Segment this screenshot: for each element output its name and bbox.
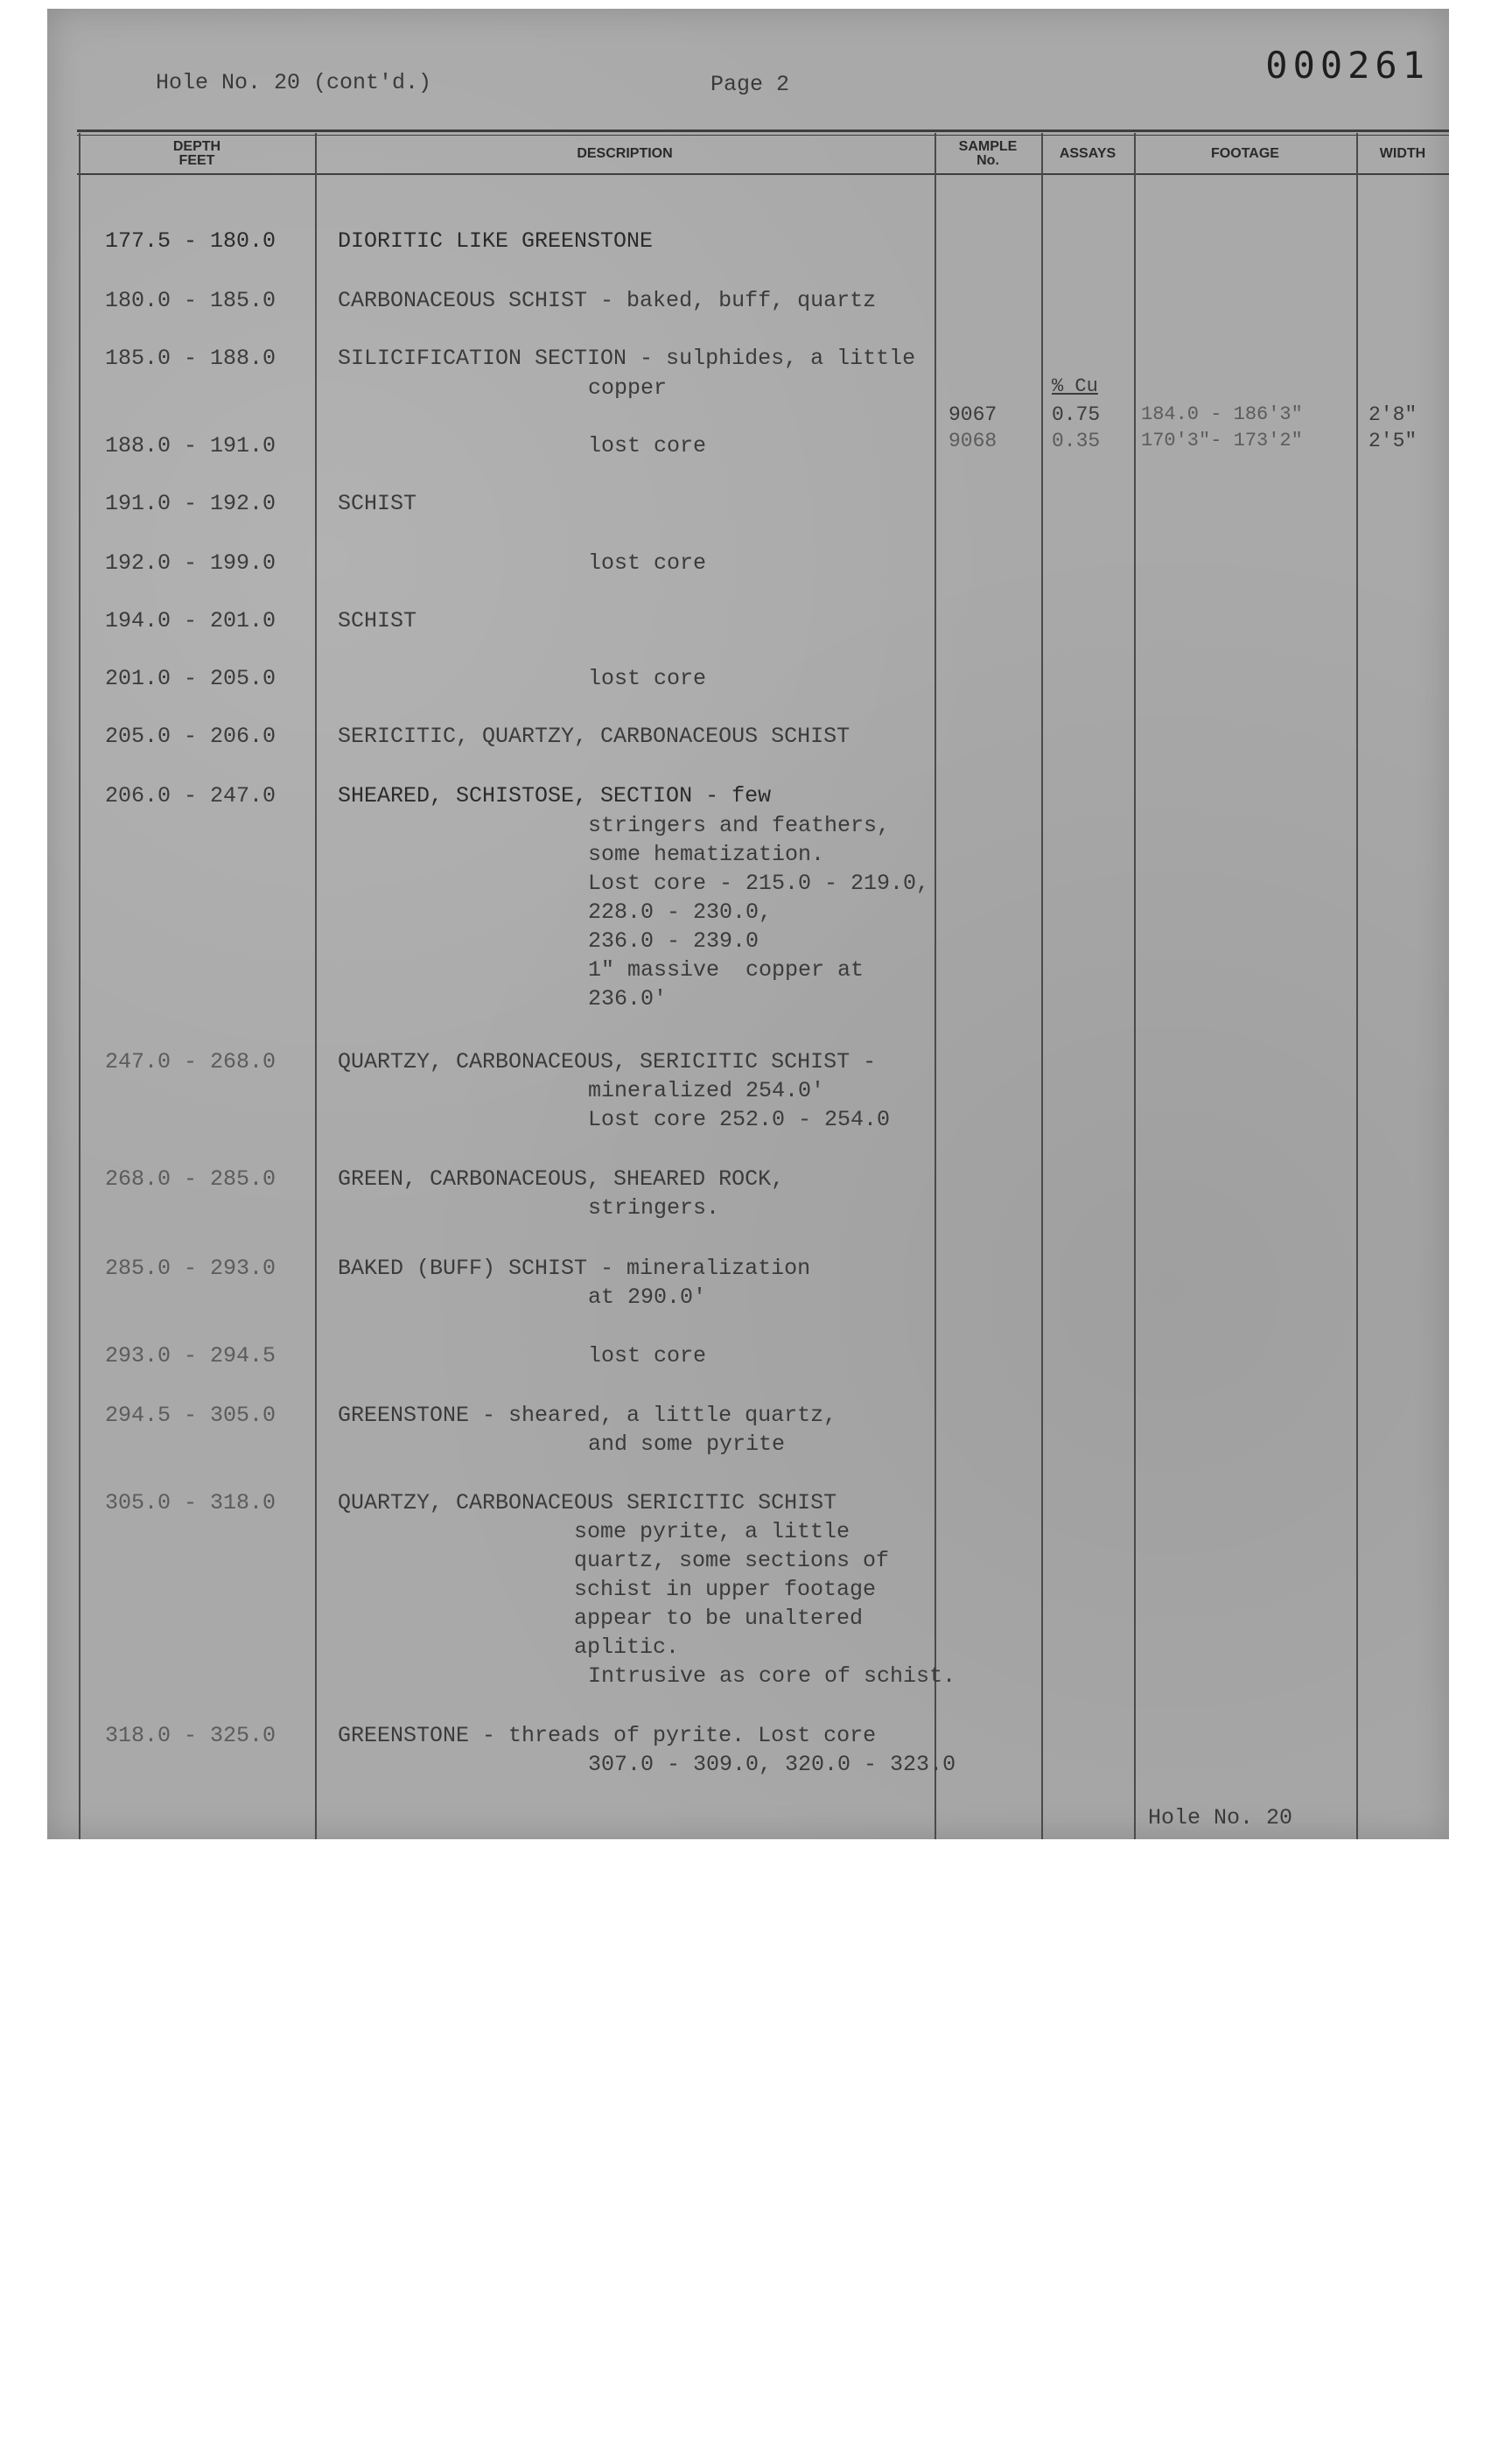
description-continuation: and some pyrite xyxy=(588,1432,786,1457)
column-line xyxy=(315,133,317,1839)
column-line xyxy=(1134,133,1136,1839)
header-rule-top xyxy=(77,130,1449,132)
log-sheet xyxy=(47,9,1449,1839)
description-cell: SILICIFICATION SECTION - sulphides, a little xyxy=(338,346,916,371)
depth-cell: 293.0 - 294.5 xyxy=(105,1343,276,1368)
column-header-footage: FOOTAGE xyxy=(1211,146,1279,161)
column-line xyxy=(79,133,80,1839)
depth-cell: 205.0 - 206.0 xyxy=(105,724,276,749)
column-header-depth: DEPTH FEET xyxy=(172,139,221,168)
footer-hole-label: Hole No. 20 xyxy=(1148,1805,1293,1830)
description-continuation: stringers. xyxy=(588,1195,720,1221)
description-cell: DIORITIC LIKE GREENSTONE xyxy=(338,228,654,254)
description-cell: SCHIST xyxy=(338,491,417,516)
sample-number: 9067 xyxy=(948,403,998,426)
depth-cell: 177.5 - 180.0 xyxy=(105,228,276,254)
column-line xyxy=(1356,133,1358,1839)
description-continuation: Lost core - 215.0 - 219.0, xyxy=(588,871,930,896)
header-rule-top2 xyxy=(77,135,1449,136)
column-line xyxy=(934,133,936,1839)
description-continuation: at 290.0' xyxy=(588,1284,707,1310)
description-cell: GREENSTONE - threads of pyrite. Lost core xyxy=(338,1723,877,1748)
width-value: 2'8" xyxy=(1368,403,1418,426)
description-continuation: 236.0 - 239.0 xyxy=(588,928,760,954)
column-header-description: DESCRIPTION xyxy=(577,146,673,161)
column-header-sample: SAMPLE No. xyxy=(958,139,1018,168)
description-cell: CARBONACEOUS SCHIST - baked, buff, quartz xyxy=(338,288,877,313)
description-cell: GREENSTONE - sheared, a little quartz, xyxy=(338,1403,837,1428)
hole-title: Hole No. 20 (cont'd.) xyxy=(156,70,432,95)
description-continuation: lost core xyxy=(588,666,707,691)
description-continuation: quartz, some sections of xyxy=(574,1548,890,1573)
description-continuation: 236.0' xyxy=(588,986,668,1012)
sample-number: 9068 xyxy=(948,430,998,452)
description-continuation: Lost core 252.0 - 254.0 xyxy=(588,1107,891,1132)
description-continuation: stringers and feathers, xyxy=(588,813,891,838)
depth-cell: 191.0 - 192.0 xyxy=(105,491,276,516)
description-continuation: copper xyxy=(588,375,668,401)
description-continuation: 307.0 - 309.0, 320.0 - 323.0 xyxy=(588,1752,956,1777)
page-label: Page 2 xyxy=(710,72,790,97)
description-continuation: schist in upper footage xyxy=(574,1577,877,1602)
depth-cell: 294.5 - 305.0 xyxy=(105,1403,276,1428)
description-continuation: Intrusive as core of schist. xyxy=(588,1663,956,1689)
assay-value: 0.75 xyxy=(1052,403,1101,426)
assay-value: 0.35 xyxy=(1052,430,1101,452)
column-line xyxy=(1041,133,1043,1839)
description-continuation: some hematization. xyxy=(588,842,825,867)
depth-cell: 305.0 - 318.0 xyxy=(105,1490,276,1516)
description-cell: SERICITIC, QUARTZY, CARBONACEOUS SCHIST xyxy=(338,724,850,749)
depth-cell: 192.0 - 199.0 xyxy=(105,550,276,576)
header-rule-bottom xyxy=(77,173,1449,175)
document-number: 000261 xyxy=(1265,44,1430,87)
description-continuation: 228.0 - 230.0, xyxy=(588,900,773,925)
description-cell: SHEARED, SCHISTOSE, SECTION - few xyxy=(338,783,772,808)
depth-cell: 185.0 - 188.0 xyxy=(105,346,276,371)
description-continuation: lost core xyxy=(588,433,707,458)
assay-unit: % Cu xyxy=(1052,375,1098,397)
description-cell: QUARTZY, CARBONACEOUS SERICITIC SCHIST xyxy=(338,1490,837,1516)
description-cell: BAKED (BUFF) SCHIST - mineralization xyxy=(338,1256,811,1281)
depth-cell: 318.0 - 325.0 xyxy=(105,1723,276,1748)
depth-cell: 268.0 - 285.0 xyxy=(105,1166,276,1192)
column-header-assays: ASSAYS xyxy=(1059,146,1116,161)
depth-cell: 201.0 - 205.0 xyxy=(105,666,276,691)
description-continuation: some pyrite, a little xyxy=(574,1519,850,1544)
description-continuation: lost core xyxy=(588,1343,707,1368)
depth-cell: 194.0 - 201.0 xyxy=(105,608,276,634)
description-continuation: mineralized 254.0' xyxy=(588,1078,825,1103)
depth-cell: 188.0 - 191.0 xyxy=(105,433,276,458)
depth-cell: 206.0 - 247.0 xyxy=(105,783,276,808)
footage-value: 170'3"- 173'2" xyxy=(1141,430,1303,452)
description-continuation: appear to be unaltered xyxy=(574,1606,864,1631)
column-header-width: WIDTH xyxy=(1379,146,1426,161)
description-cell: QUARTZY, CARBONACEOUS, SERICITIC SCHIST - xyxy=(338,1049,877,1074)
description-cell: SCHIST xyxy=(338,608,417,634)
description-continuation: lost core xyxy=(588,550,707,576)
description-continuation: 1" massive copper at xyxy=(588,957,864,983)
depth-cell: 247.0 - 268.0 xyxy=(105,1049,276,1074)
description-continuation: aplitic. xyxy=(574,1634,680,1660)
width-value: 2'5" xyxy=(1368,430,1418,452)
depth-cell: 180.0 - 185.0 xyxy=(105,288,276,313)
footage-value: 184.0 - 186'3" xyxy=(1141,403,1303,425)
depth-cell: 285.0 - 293.0 xyxy=(105,1256,276,1281)
description-cell: GREEN, CARBONACEOUS, SHEARED ROCK, xyxy=(338,1166,785,1192)
